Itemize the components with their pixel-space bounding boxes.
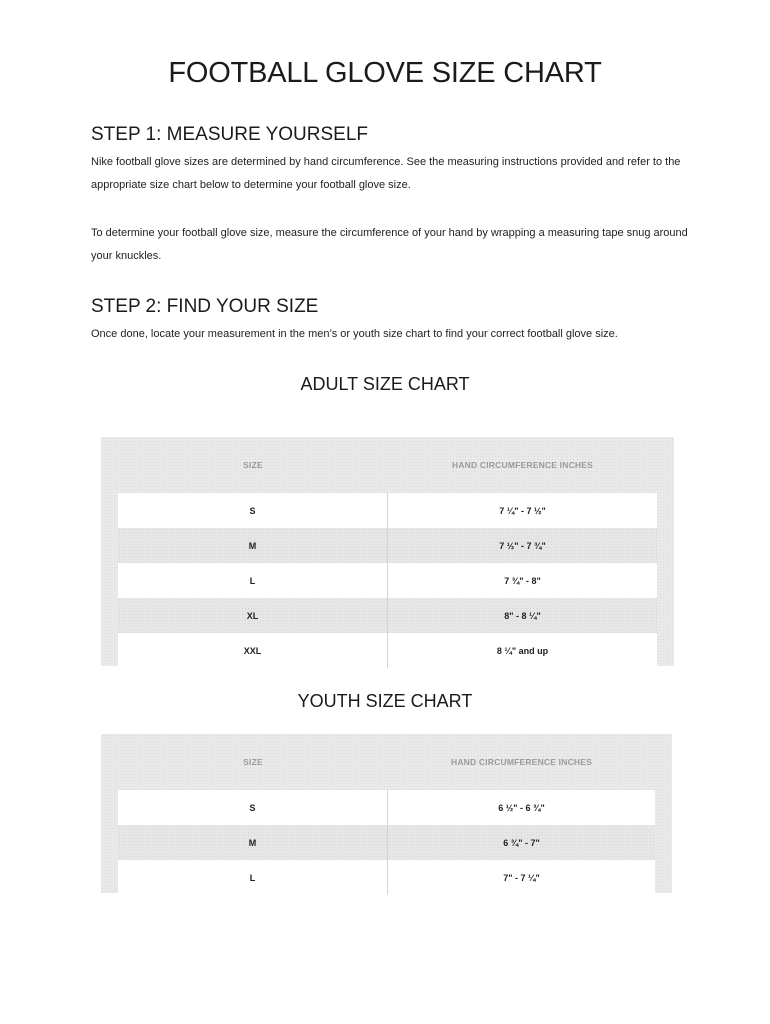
size-cell: S <box>118 790 388 825</box>
step2-paragraph: Once done, locate your measurement in the men’s or youth size chart to find your correct football glove size. <box>91 328 618 340</box>
circumference-cell: 7 ½" - 7 ¾" <box>499 540 546 551</box>
table-row <box>118 790 655 825</box>
adult-header-size: SIZE <box>243 460 263 470</box>
table-row <box>118 528 657 563</box>
youth-table-header <box>118 734 655 790</box>
circumference-cell: 8 ¼" and up <box>496 645 549 656</box>
circumference-cell: 6 ½" - 6 ¾" <box>498 802 545 813</box>
size-cell: L <box>118 860 388 895</box>
circumference-cell: 7 ¾" - 8" <box>504 575 541 586</box>
table-row <box>118 598 657 633</box>
youth-header-size: SIZE <box>243 757 263 767</box>
size-cell: XXL <box>118 633 388 668</box>
table-row <box>118 563 657 598</box>
step1-heading: STEP 1: MEASURE YOURSELF <box>91 124 368 145</box>
adult-header-circumference: HAND CIRCUMFERENCE INCHES <box>451 460 593 470</box>
size-cell: M <box>118 825 388 860</box>
table-row <box>118 493 657 528</box>
circumference-cell: 7 ¼" - 7 ½" <box>499 505 546 516</box>
size-cell: S <box>118 493 388 528</box>
step1-paragraph-1: Nike football glove sizes are determined by hand circumference. See the measuring instructions provided and refer to the appropriate size chart below to determine your football glove size. <box>91 156 681 191</box>
table-row <box>118 825 655 860</box>
size-cell: L <box>118 563 388 598</box>
circumference-cell: 7" - 7 ¼" <box>503 872 540 883</box>
table-row <box>118 633 657 668</box>
adult-chart-title: ADULT SIZE CHART <box>300 374 470 394</box>
youth-size-table <box>101 734 672 893</box>
adult-table-header <box>118 437 657 493</box>
size-cell: XL <box>118 598 388 633</box>
youth-header-circumference: HAND CIRCUMFERENCE INCHES <box>450 757 592 767</box>
youth-chart-title: YOUTH SIZE CHART <box>297 691 473 711</box>
circumference-cell: 8" - 8 ¼" <box>504 610 541 621</box>
table-row <box>118 860 655 895</box>
step1-paragraph-2: To determine your football glove size, measure the circumference of your hand by wrapping a measuring tape snug around your knuckles. <box>91 227 688 262</box>
circumference-cell: 6 ¾" - 7" <box>503 837 540 848</box>
size-cell: M <box>118 528 388 563</box>
step2-heading: STEP 2: FIND YOUR SIZE <box>91 296 319 317</box>
adult-size-table <box>101 437 674 666</box>
page-title: FOOTBALL GLOVE SIZE CHART <box>168 57 602 89</box>
